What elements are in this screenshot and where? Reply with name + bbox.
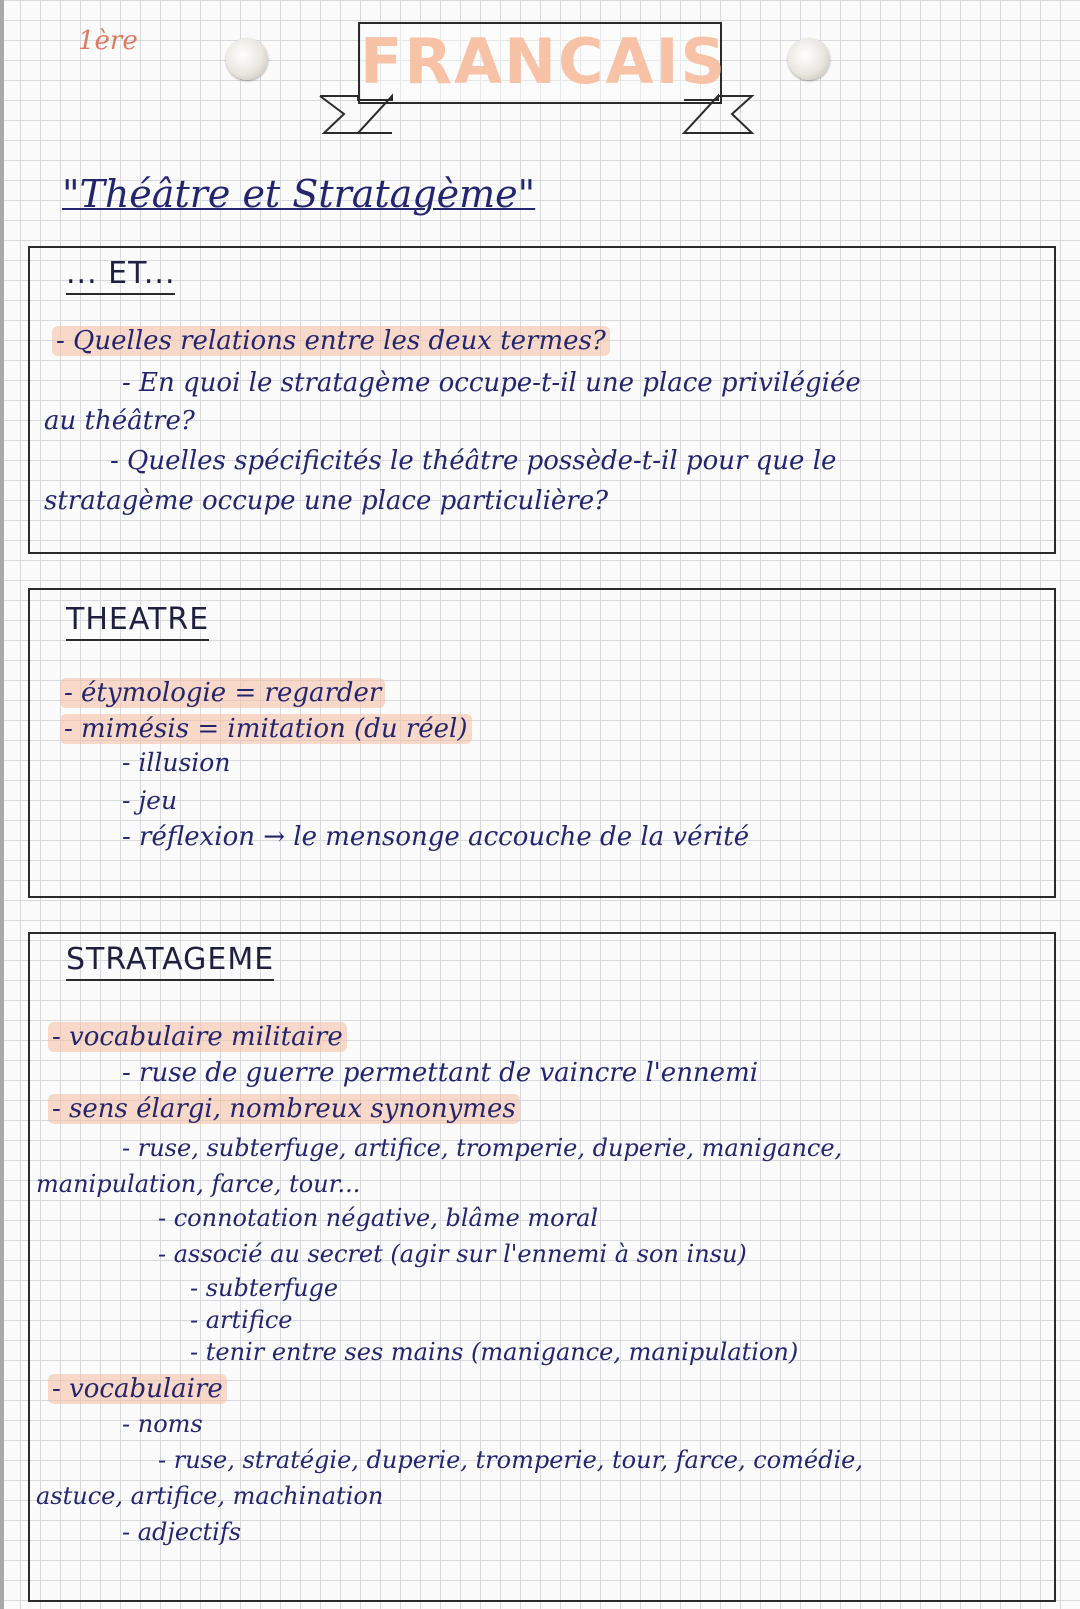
theatre-line-1-text: - étymologie = regarder (60, 678, 385, 708)
section-stratageme-title: STRATAGEME (66, 942, 274, 981)
et-line-2: - En quoi le stratagème occupe-t-il une place privilégiée (122, 368, 861, 398)
strat-line-11-text: - vocabulaire (48, 1374, 227, 1404)
level-label: 1ère (78, 26, 138, 56)
strat-line-4: - ruse, subterfuge, artifice, tromperie, duperie, manigance, (122, 1134, 843, 1162)
et-line-1-text: - Quelles relations entre les deux termes? (52, 326, 610, 356)
et-line-3: au théâtre? (44, 406, 195, 436)
et-line-1 (52, 326, 610, 356)
section-et-title: ... ET... (66, 256, 175, 295)
section-et (28, 246, 1056, 554)
strat-line-1-text: - vocabulaire militaire (48, 1022, 347, 1052)
strat-line-10: - tenir entre ses mains (manigance, manipulation) (190, 1338, 799, 1366)
banner-ribbon-tails (0, 0, 1080, 160)
et-line-4: - Quelles spécificités le théâtre possède-t-il pour que le (110, 446, 837, 476)
strat-line-2: - ruse de guerre permettant de vaincre l'ennemi (122, 1058, 759, 1088)
theatre-line-5: - réflexion → le mensonge accouche de la vérité (122, 822, 750, 852)
strat-line-13: - ruse, stratégie, duperie, tromperie, tour, farce, comédie, (158, 1446, 863, 1474)
strat-line-6: - connotation négative, blâme moral (158, 1204, 599, 1232)
strat-line-8: - subterfuge (190, 1274, 339, 1302)
strat-line-1 (48, 1022, 347, 1052)
section-stratageme (28, 932, 1056, 1602)
strat-line-5: manipulation, farce, tour... (36, 1170, 361, 1198)
strat-line-12: - noms (122, 1410, 203, 1438)
strat-line-3-text: - sens élargi, nombreux synonymes (48, 1094, 520, 1124)
strat-line-15: - adjectifs (122, 1518, 242, 1546)
strat-line-14: astuce, artifice, machination (36, 1482, 384, 1510)
section-theatre (28, 588, 1056, 898)
theatre-line-4: - jeu (122, 786, 178, 815)
banner-title: FRANCAIS (360, 25, 728, 98)
strat-line-7: - associé au secret (agir sur l'ennemi à son insu) (158, 1240, 747, 1268)
topic-title: "Théâtre et Stratagème" (62, 172, 536, 216)
theatre-line-1 (60, 678, 385, 708)
strat-line-3 (48, 1094, 520, 1124)
theatre-line-2 (60, 714, 472, 744)
section-theatre-title: THEATRE (66, 602, 209, 641)
page-edge (0, 0, 4, 1609)
theatre-line-2-text: - mimésis = imitation (du réel) (60, 714, 472, 744)
theatre-line-3: - illusion (122, 748, 231, 777)
et-line-5: stratagème occupe une place particulière? (44, 486, 609, 516)
strat-line-11 (48, 1374, 227, 1404)
strat-line-9: - artifice (190, 1306, 293, 1334)
